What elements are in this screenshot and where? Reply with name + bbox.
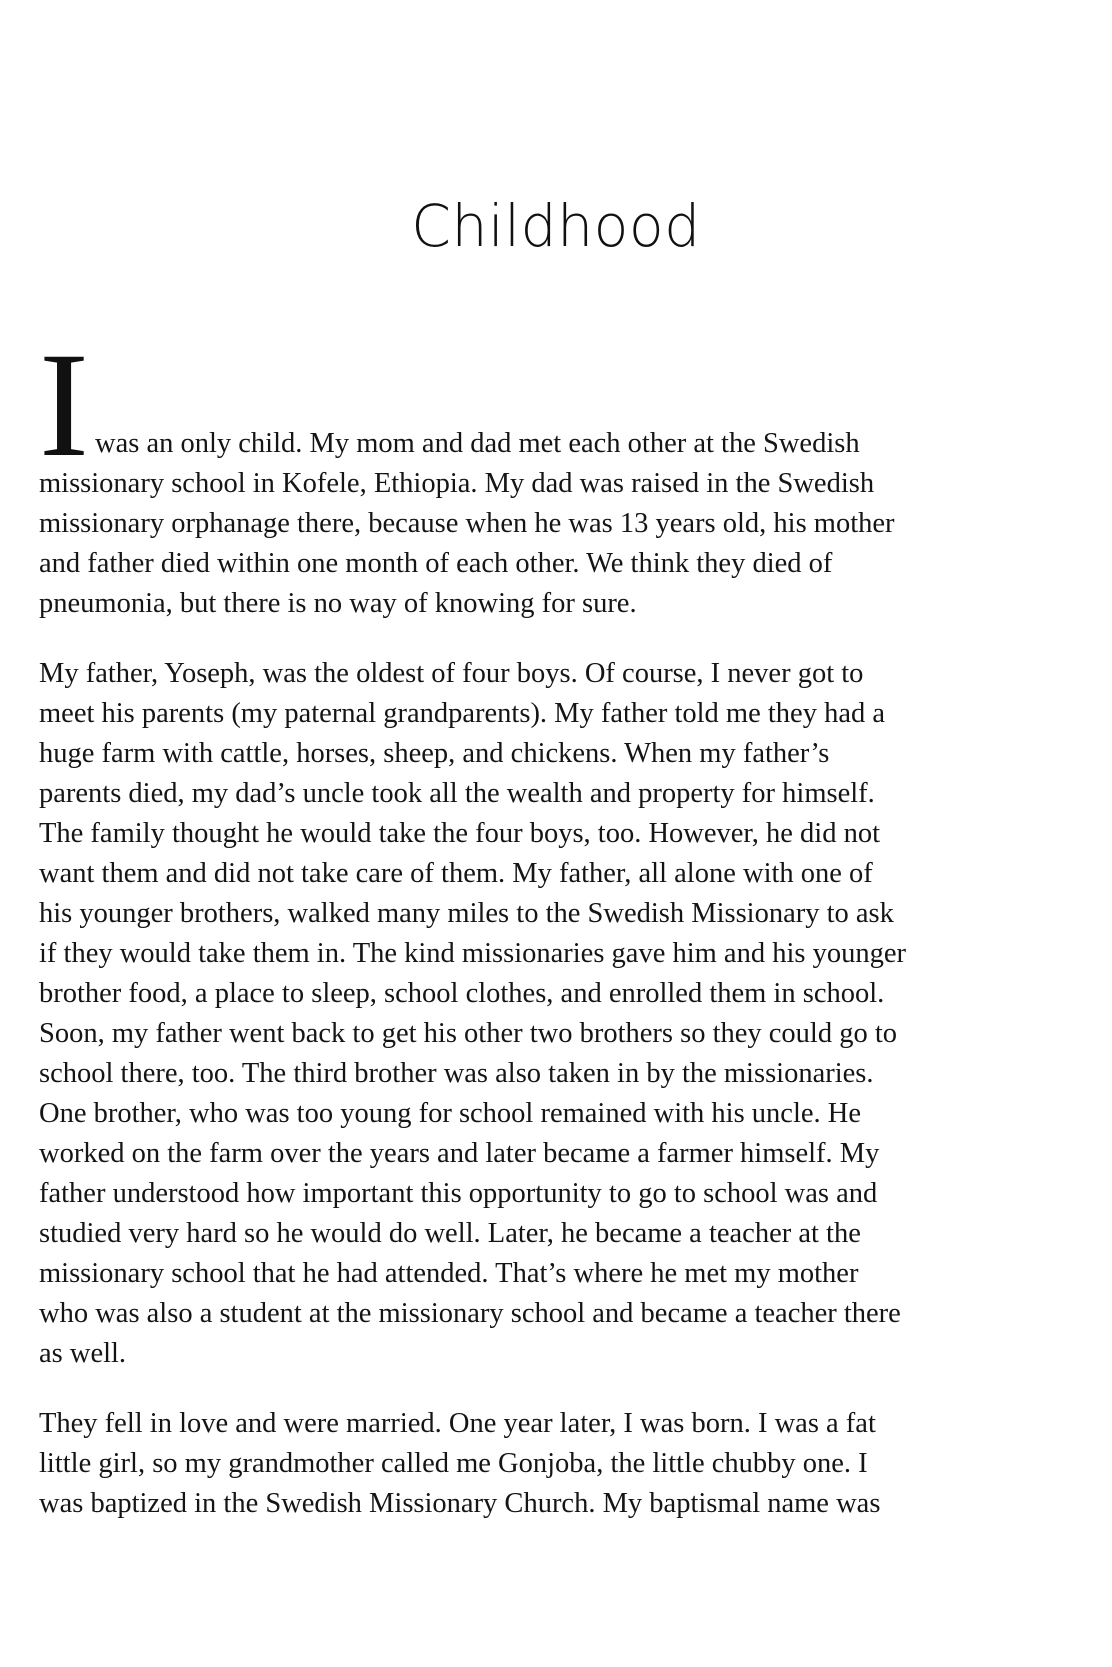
chapter-title: Childhood [411,191,701,260]
paragraph-line: missionary school that he had attended. That’s where he met my mother [39,1258,859,1289]
paragraph-line: Soon, my father went back to get his other two brothers so they could go to [39,1018,898,1049]
paragraph-line: was baptized in the Swedish Missionary Church. My baptismal name was [39,1488,881,1519]
paragraph-line: little girl, so my grandmother called me Gonjoba, the little chubby one. I [39,1448,868,1479]
drop-cap: I [39,322,89,488]
paragraph-line: huge farm with cattle, horses, sheep, and chickens. When my father’s [39,738,830,769]
paragraph-line: want them and did not take care of them. My father, all alone with one of [39,858,873,889]
paragraph-line: missionary orphanage there, because when he was 13 years old, his mother [39,508,895,539]
paragraph-line: school there, too. The third brother was also taken in by the missionaries. [39,1058,874,1089]
paragraph-line: The family thought he would take the four boys, too. However, he did not [39,818,881,849]
paragraph-line: My father, Yoseph, was the oldest of four boys. Of course, I never got to [39,658,864,689]
paragraph-line: missionary school in Kofele, Ethiopia. My dad was raised in the Swedish [39,468,875,499]
chapter-body [39,322,1079,1554]
paragraph-line: parents died, my dad’s uncle took all the wealth and property for himself. [39,778,875,809]
paragraph-2 [39,654,1079,1374]
paragraph-line-text: was an only child. My mom and dad met each other at the Swedish [95,428,860,459]
paragraph-line: as well. [39,1338,127,1369]
paragraph-line: who was also a student at the missionary school and became a teacher there [39,1298,901,1329]
paragraph-line: and father died within one month of each other. We think they died of [39,548,833,579]
paragraph-3 [39,1404,1079,1524]
paragraph-line: brother food, a place to sleep, school clothes, and enrolled them in school. [39,978,885,1009]
paragraph-1 [39,322,1079,624]
paragraph-line: One brother, who was too young for school remained with his uncle. He [39,1098,862,1129]
paragraph-line: if they would take them in. The kind missionaries gave him and his younger [39,938,906,969]
paragraph-line: They fell in love and were married. One year later, I was born. I was a fat [39,1408,876,1439]
paragraph-line: meet his parents (my paternal grandparents). My father told me they had a [39,698,885,729]
paragraph-line: his younger brothers, walked many miles to the Swedish Missionary to ask [39,898,894,929]
paragraph-line: pneumonia, but there is no way of knowing for sure. [39,588,637,619]
paragraph-line: father understood how important this opportunity to go to school was and [39,1178,878,1209]
paragraph-line: worked on the farm over the years and later became a farmer himself. My [39,1138,880,1169]
paragraph-line: studied very hard so he would do well. Later, he became a teacher at the [39,1218,861,1249]
